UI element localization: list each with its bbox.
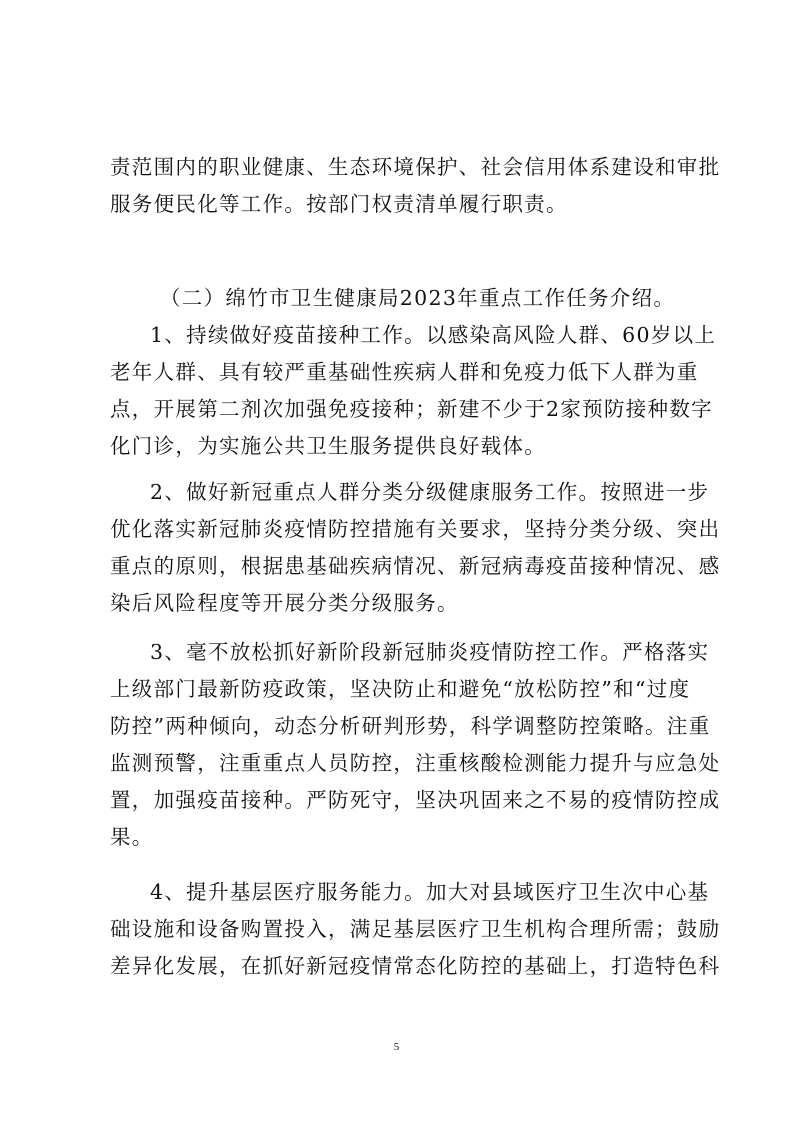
paragraph-line: 4、提升基层医疗服务能力。加大对县域医疗卫生次中心基 (150, 880, 710, 904)
paragraph-line: 点，开展第二剂次加强免疫接种；新建不少于2家预防接种数字 (110, 397, 713, 421)
paragraph-line: 1、持续做好疫苗接种工作。以感染高风险人群、60岁以上 (150, 323, 717, 347)
paragraph-line: 服务便民化等工作。按部门权责清单履行职责。 (110, 192, 568, 216)
paragraph-line: 2、做好新冠重点人群分类分级健康服务工作。按照进一步 (150, 480, 710, 504)
paragraph-line: 优化落实新冠肺炎疫情防控措施有关要求，坚持分类分级、突出 (110, 517, 721, 541)
paragraph-line: 上级部门最新防疫政策，坚决防止和避免“放松防控”和“过度 (110, 677, 691, 701)
paragraph-line: 防控”两种倾向，动态分析研判形势，科学调整防控策略。注重 (110, 714, 711, 738)
paragraph-line: 责范围内的职业健康、生态环境保护、社会信用体系建设和审批 (110, 155, 721, 179)
section-heading: （二）绵竹市卫生健康局2023年重点工作任务介绍。 (160, 286, 676, 310)
paragraph-line: 置，加强疫苗接种。严防死守，坚决巩固来之不易的疫情防控成 (110, 788, 721, 812)
paragraph-line: 础设施和设备购置投入，满足基层医疗卫生机构合理所需；鼓励 (110, 917, 721, 941)
paragraph-line: 老年人群、具有较严重基础性疾病人群和免疫力低下人群为重 (110, 360, 699, 384)
paragraph-line: 染后风险程度等开展分类分级服务。 (110, 591, 459, 615)
paragraph-line: 差异化发展，在抓好新冠疫情常态化防控的基础上，打造特色科 (110, 954, 721, 978)
page-number: 5 (393, 1041, 400, 1053)
paragraph-line: 监测预警，注重重点人员防控，注重核酸检测能力提升与应急处 (110, 751, 721, 775)
paragraph-line: 果。 (110, 825, 154, 849)
paragraph-line: 化门诊，为实施公共卫生服务提供良好载体。 (110, 434, 546, 458)
paragraph-line: 重点的原则，根据患基础疾病情况、新冠病毒疫苗接种情况、感 (110, 554, 721, 578)
paragraph-line: 3、毫不放松抓好新阶段新冠肺炎疫情防控工作。严格落实 (150, 640, 710, 664)
